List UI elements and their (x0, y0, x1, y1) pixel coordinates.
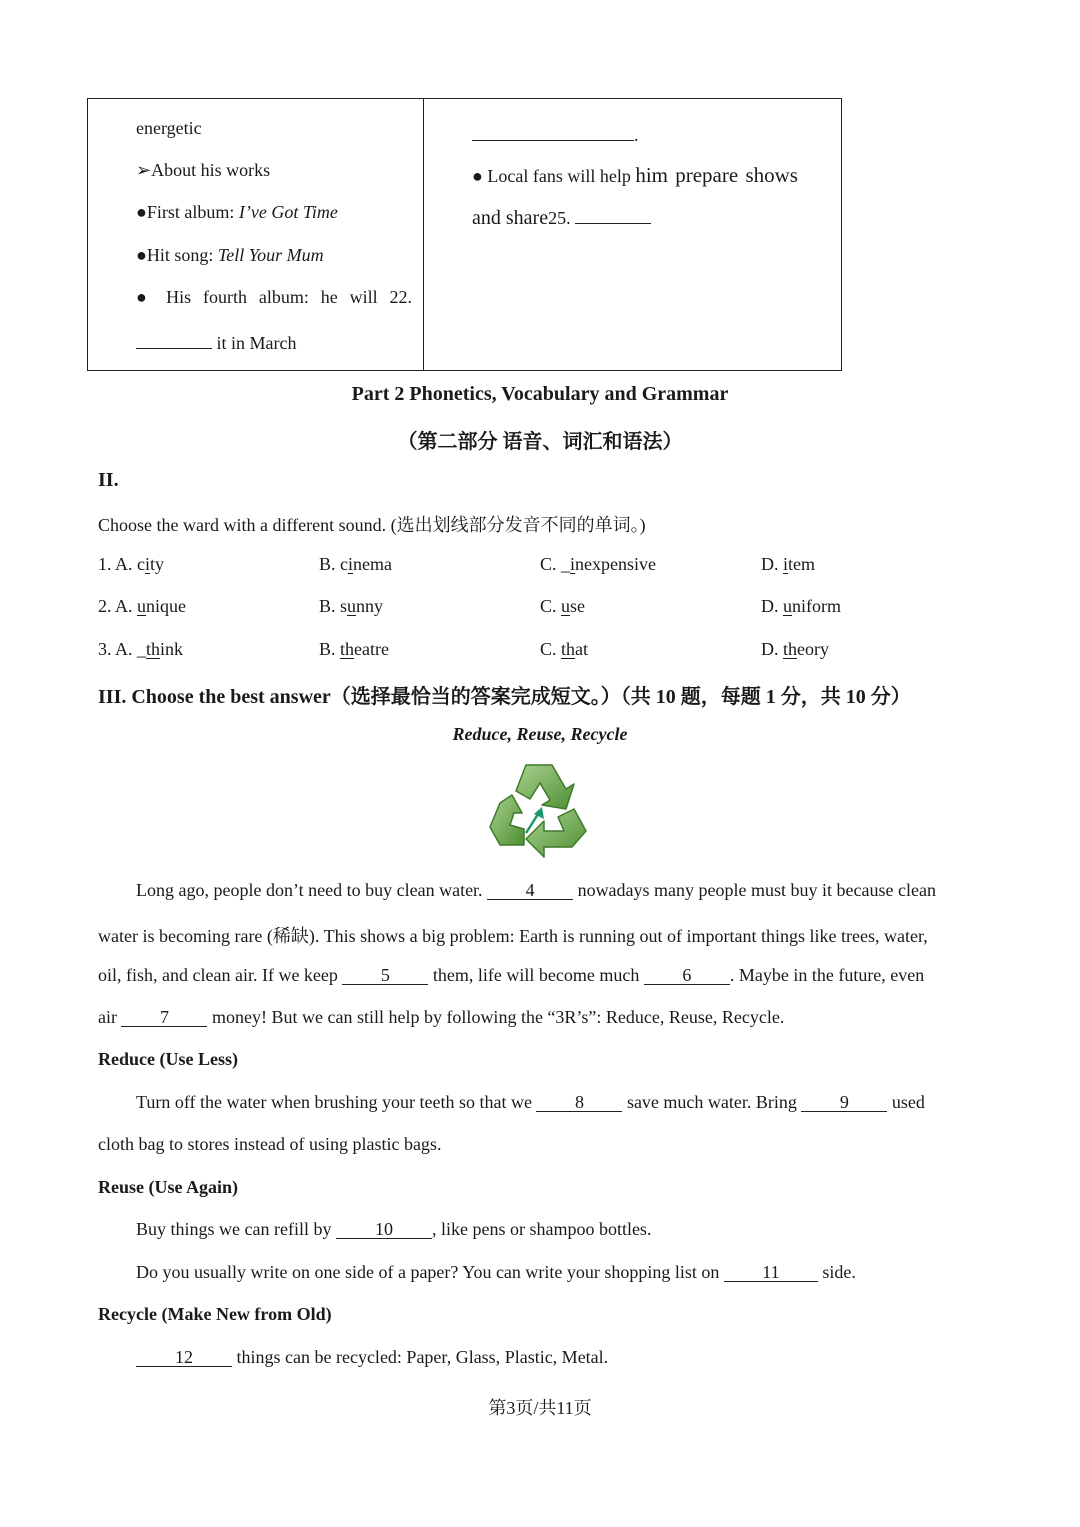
march-text: it in March (216, 333, 297, 353)
opt-under: th (146, 639, 161, 659)
count-questions: 10 (655, 686, 676, 708)
opt-pre: C. (540, 639, 562, 659)
blank-4[interactable]: 4 (487, 881, 573, 900)
opt-post: nny (356, 596, 384, 616)
reuse-line-2 (136, 1262, 856, 1283)
passage-line-4 (98, 1007, 784, 1028)
opt-under: i (570, 554, 576, 574)
option-3d[interactable] (761, 639, 829, 660)
reuse-line-1 (136, 1219, 651, 1240)
option-1d[interactable] (761, 554, 815, 575)
section2-label: II. (98, 469, 119, 491)
blank-7[interactable]: 7 (121, 1008, 207, 1027)
answer-blank-25[interactable] (575, 205, 651, 224)
question-row-3 (98, 639, 998, 663)
blank-11[interactable]: 11 (724, 1263, 818, 1282)
option-2c[interactable] (540, 596, 585, 617)
blank-12[interactable]: 12 (136, 1348, 232, 1367)
option-3a[interactable] (98, 639, 183, 660)
text: nowadays many people must buy it because clean (573, 880, 936, 900)
passage-line-2: water is becoming rare (稀缺). This shows a big problem: Earth is running out of important things like trees, water, (98, 926, 928, 946)
count-total: 10 (845, 686, 866, 708)
opt-post: nique (146, 596, 187, 616)
passage-title: Reduce, Reuse, Recycle (452, 724, 628, 744)
table-line-share (472, 205, 651, 230)
opt-post: tem (788, 554, 816, 574)
q-number: 3. A. (98, 639, 138, 659)
page-footer: 第3页/共11页 (488, 1398, 592, 1418)
opt-pre: c (137, 554, 146, 574)
reuse-heading: Reuse (Use Again) (98, 1177, 238, 1197)
text: Do you usually write on one side of a paper? You can write your shopping list on (136, 1262, 724, 1282)
opt-pre: B. c (319, 554, 348, 574)
opt-under: u (783, 596, 792, 616)
opt-post: se (570, 596, 586, 616)
table-line-hit-song (136, 245, 324, 266)
opt-under: th (783, 639, 798, 659)
q-number: 1. A. (98, 554, 138, 574)
recycle-icon (486, 759, 592, 861)
opt-under: u (137, 596, 147, 616)
share-number: 25. (548, 208, 571, 228)
section3-title-en: III. Choose the best answer (98, 686, 331, 708)
table-line-first-album (136, 202, 338, 223)
option-1a[interactable] (98, 554, 164, 575)
section3-title-cn: （选择最恰当的答案完成短文。）（共 (330, 686, 651, 708)
passage-line-1 (136, 880, 936, 901)
opt-pre: D. (761, 639, 783, 659)
blank-10[interactable]: 10 (336, 1220, 432, 1239)
opt-post: eatre (354, 639, 389, 659)
opt-post: at (575, 639, 589, 659)
count-text-3: 分） (870, 686, 911, 708)
opt-under: i (783, 554, 789, 574)
table-line-local-fans (472, 163, 798, 188)
text: things can be recycled: Paper, Glass, Plastic, Metal. (232, 1347, 609, 1367)
blank-9[interactable]: 9 (801, 1093, 887, 1112)
text: used (887, 1092, 925, 1112)
table-line-about-works: ➢About his works (136, 160, 271, 180)
opt-under: i (145, 554, 151, 574)
opt-post: ink (160, 639, 184, 659)
reduce-line-1 (136, 1092, 925, 1113)
question-row-1 (98, 554, 998, 578)
period: . (634, 125, 639, 145)
text: . Maybe in the future, even (729, 965, 925, 985)
hit-song-title: Tell Your Mum (217, 245, 324, 265)
answer-blank-24[interactable] (472, 122, 634, 141)
opt-under: u (347, 596, 357, 616)
text: oil, fish, and clean air. If we keep (98, 965, 343, 985)
table-divider (423, 99, 424, 370)
recycle-line-1 (136, 1347, 608, 1368)
table-line-march (136, 330, 296, 354)
opt-post: nexpensive (575, 554, 657, 574)
part2-subtitle: （第二部分 语音、词汇和语法） (397, 431, 683, 453)
text: Buy things we can refill by (136, 1219, 336, 1239)
first-album-label: ●First album: (136, 202, 239, 222)
text: , like pens or shampoo bottles. (431, 1219, 652, 1239)
option-3b[interactable] (319, 639, 389, 660)
text: air (98, 1007, 122, 1027)
text: them, life will become much (428, 965, 644, 985)
blank-8[interactable]: 8 (536, 1093, 622, 1112)
opt-under: u (561, 596, 571, 616)
passage-line-3 (98, 965, 924, 986)
opt-pre: C. (540, 596, 562, 616)
share-text: and share (472, 207, 549, 229)
reduce-line-2: cloth bag to stores instead of using plastic bags. (98, 1134, 442, 1154)
opt-pre: C. _ (540, 554, 571, 574)
section3-title (98, 680, 911, 709)
question-row-2 (98, 596, 998, 620)
option-2a[interactable] (98, 596, 186, 617)
option-2d[interactable] (761, 596, 841, 617)
answer-blank-22[interactable] (136, 330, 212, 349)
text: Long ago, people don’t need to buy clean water. (136, 880, 488, 900)
table-line-fourth-album: ● His fourth album: he will 22. (136, 287, 412, 307)
table-line-right-blank (472, 122, 639, 146)
option-1b[interactable] (319, 554, 392, 575)
option-2b[interactable] (319, 596, 383, 617)
opt-under: i (348, 554, 354, 574)
opt-under: th (561, 639, 576, 659)
text: save much water. Bring (622, 1092, 802, 1112)
text: side. (817, 1262, 856, 1282)
q-number: 2. A. (98, 596, 138, 616)
text: Turn off the water when brushing your teeth so that we (136, 1092, 537, 1112)
opt-post: eory (797, 639, 829, 659)
opt-pre: B. s (319, 596, 348, 616)
opt-pre: D. (761, 596, 783, 616)
option-3c[interactable] (540, 639, 588, 660)
count-points-each: 1 (765, 686, 776, 708)
opt-pre: D. (761, 554, 783, 574)
local-fans-text: ● Local fans will help (472, 166, 631, 186)
opt-under: th (340, 639, 355, 659)
hit-song-label: ●Hit song: (136, 245, 218, 265)
prepare-shows-text: him prepare shows (635, 163, 798, 187)
recycle-heading: Recycle (Make New from Old) (98, 1304, 332, 1324)
part2-title: Part 2 Phonetics, Vocabulary and Grammar (351, 383, 729, 405)
text: money! But we can still help by following the “3R’s”: Reduce, Reuse, Recycle. (207, 1007, 785, 1027)
section2-instruction: Choose the ward with a different sound. (选出划线部分发音不同的单词。) (98, 515, 646, 535)
reduce-heading: Reduce (Use Less) (98, 1049, 238, 1069)
option-1c[interactable] (540, 554, 656, 575)
opt-post: niform (792, 596, 841, 616)
first-album-title: I’ve Got Time (238, 202, 338, 222)
count-text-2: 分，共 (780, 686, 841, 708)
opt-pre: _ (137, 639, 147, 659)
opt-post: ty (150, 554, 165, 574)
blank-6[interactable]: 6 (644, 966, 730, 985)
opt-pre: B. (319, 639, 341, 659)
blank-5[interactable]: 5 (342, 966, 428, 985)
count-text-1: 题，每题 (680, 686, 761, 708)
opt-post: nema (353, 554, 392, 574)
table-line-energetic: energetic (136, 118, 202, 138)
